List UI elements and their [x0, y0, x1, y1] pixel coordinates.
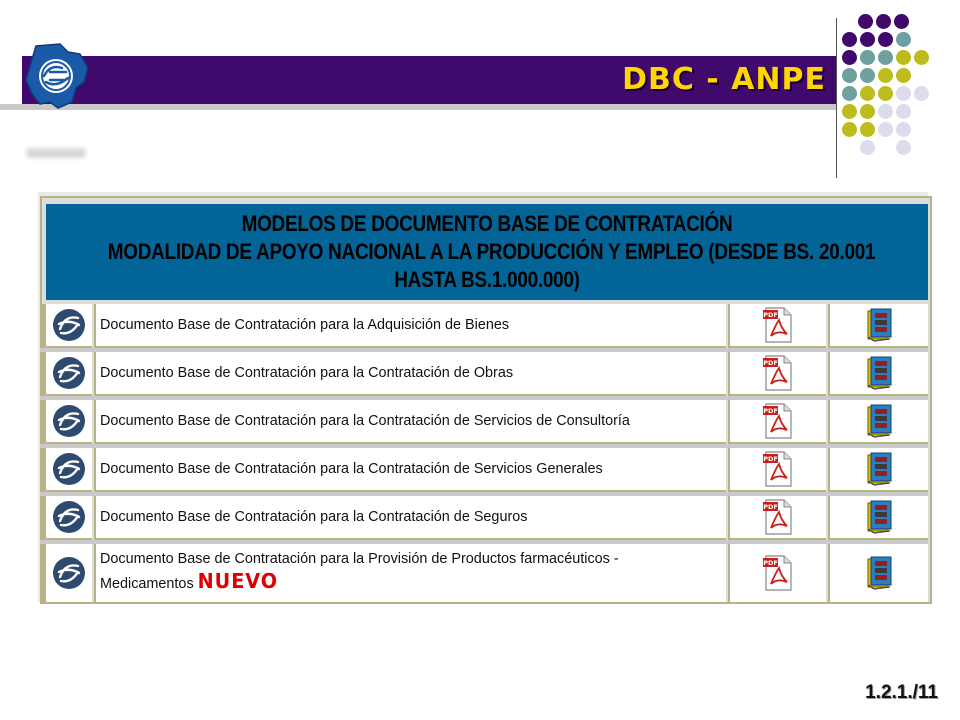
- table-row: [40, 352, 928, 396]
- pdf-file-icon[interactable]: [763, 554, 793, 592]
- svg-text:PDF: PDF: [763, 311, 778, 319]
- archive-download[interactable]: [828, 352, 928, 396]
- pdf-download[interactable]: [728, 448, 826, 492]
- blurred-caption: [26, 148, 86, 158]
- row-label-cell: [94, 496, 726, 540]
- compressed-archive-icon[interactable]: [864, 355, 894, 391]
- row-icon-cell: [46, 448, 92, 492]
- row-label-cell: [94, 544, 726, 602]
- table-row: [40, 304, 928, 348]
- bolivia-map-logo-icon: [22, 42, 92, 110]
- svg-text:PDF: PDF: [763, 359, 778, 367]
- pdf-download[interactable]: [728, 544, 826, 602]
- header-divider: [836, 18, 837, 178]
- compressed-archive-icon[interactable]: [864, 451, 894, 487]
- row-label-cell: [94, 448, 726, 492]
- title-bar-shadow: [0, 104, 836, 110]
- pdf-download[interactable]: [728, 352, 826, 396]
- row-icon-cell: [46, 496, 92, 540]
- row-icon-cell: [46, 544, 92, 602]
- table-header-line-3: HASTA BS.1.000.000): [394, 267, 580, 292]
- document-title: Documento Base de Contratación para la Contratación de Seguros: [100, 508, 528, 525]
- slide-title: DBC - ANPE: [622, 62, 826, 97]
- sicoes-logo-icon: [51, 451, 87, 487]
- archive-download[interactable]: [828, 448, 928, 492]
- pdf-file-icon[interactable]: [763, 354, 793, 392]
- page-number: 1.2.1./11: [865, 682, 938, 703]
- sicoes-logo-icon: [51, 307, 87, 343]
- compressed-archive-icon[interactable]: [864, 403, 894, 439]
- archive-download[interactable]: [828, 544, 928, 602]
- row-icon-cell: [46, 304, 92, 348]
- table-row: [40, 544, 928, 602]
- pdf-download[interactable]: [728, 400, 826, 444]
- decorative-dots: [842, 12, 952, 162]
- table-header-line-1: MODELOS DE DOCUMENTO BASE DE CONTRATACIÓN: [241, 211, 733, 236]
- row-icon-cell: [46, 400, 92, 444]
- archive-download[interactable]: [828, 400, 928, 444]
- archive-download[interactable]: [828, 304, 928, 348]
- row-label-cell: [94, 352, 726, 396]
- pdf-download[interactable]: [728, 304, 826, 348]
- table-header-line-2: MODALIDAD DE APOYO NACIONAL A LA PRODUCCIÓN Y EMPLEO (DESDE BS. 20.001: [107, 239, 876, 264]
- document-title: Documento Base de Contratación para la Contratación de Servicios Generales: [100, 460, 603, 477]
- sicoes-logo-icon: [51, 555, 87, 591]
- row-icon-cell: [46, 352, 92, 396]
- document-title: [100, 548, 619, 595]
- pdf-file-icon[interactable]: [763, 306, 793, 344]
- row-label-cell: [94, 400, 726, 444]
- compressed-archive-icon[interactable]: [864, 499, 894, 535]
- svg-text:PDF: PDF: [763, 559, 778, 567]
- compressed-archive-icon[interactable]: [864, 307, 894, 343]
- svg-text:PDF: PDF: [763, 503, 778, 511]
- table-row: [40, 496, 928, 540]
- title-bar-notch: [0, 56, 22, 104]
- document-title: Documento Base de Contratación para la Contratación de Servicios de Consultoría: [100, 412, 630, 429]
- archive-download[interactable]: [828, 496, 928, 540]
- sicoes-logo-icon: [51, 403, 87, 439]
- sicoes-logo-icon: [51, 355, 87, 391]
- row-label-cell: [94, 304, 726, 348]
- table-header: [46, 204, 928, 300]
- svg-text:PDF: PDF: [763, 407, 778, 415]
- pdf-file-icon[interactable]: [763, 402, 793, 440]
- document-title-line-1: Documento Base de Contratación para la Provisión de Productos farmacéuticos -: [100, 550, 619, 567]
- document-title: Documento Base de Contratación para la Adquisición de Bienes: [100, 316, 510, 333]
- sicoes-logo-icon: [51, 499, 87, 535]
- pdf-file-icon[interactable]: [763, 498, 793, 536]
- table-row: [40, 448, 928, 492]
- document-title-line-2: Medicamentos: [100, 575, 194, 592]
- svg-text:PDF: PDF: [763, 455, 778, 463]
- title-bar: [0, 56, 836, 104]
- pdf-download[interactable]: [728, 496, 826, 540]
- compressed-archive-icon[interactable]: [864, 555, 894, 591]
- pdf-file-icon[interactable]: [763, 450, 793, 488]
- table-row: [40, 400, 928, 444]
- new-badge: NUEVO: [197, 569, 279, 593]
- document-title: Documento Base de Contratación para la Contratación de Obras: [100, 364, 514, 381]
